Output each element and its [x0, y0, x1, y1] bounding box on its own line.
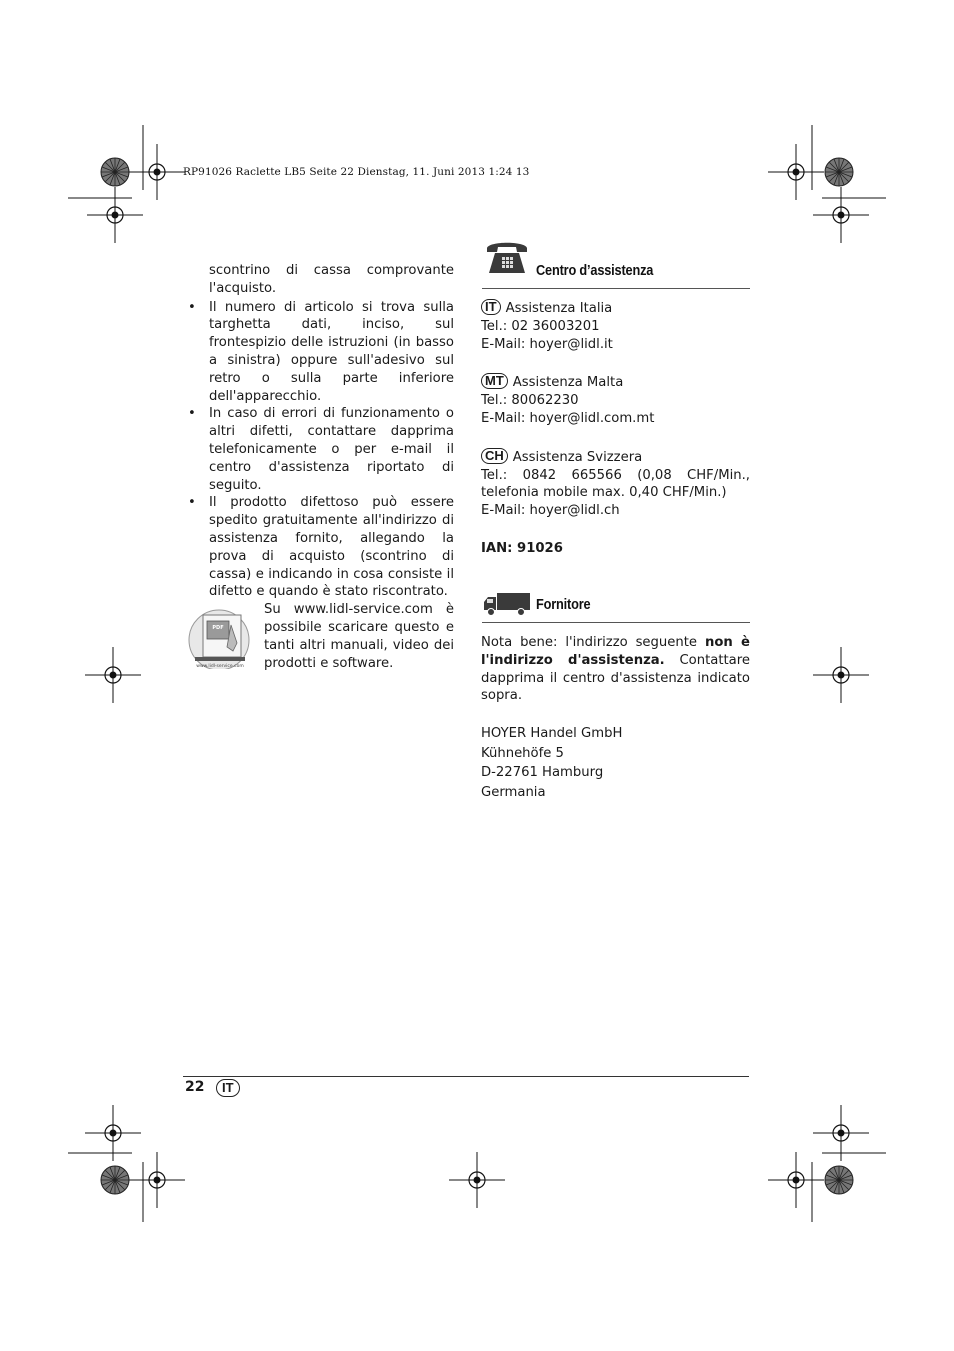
address-line: Kühnehöfe 5 — [481, 745, 564, 761]
page-number: 22 — [185, 1079, 205, 1095]
service-name: Assistenza Svizzera — [512, 449, 643, 465]
list-item — [183, 494, 454, 601]
lidl-service-download-icon — [185, 603, 255, 669]
service-entry-mt — [481, 373, 750, 427]
supplier-content — [481, 634, 750, 802]
download-text: Su www.lidl-service.com è possibile scaricare questo e tanti altri manuali, video dei prodotti e software. — [264, 602, 454, 671]
note-prefix: Nota bene: l'indirizzo seguente — [481, 635, 698, 650]
service-name: Assistenza Italia — [505, 301, 613, 316]
country-badge-it: IT — [481, 299, 501, 315]
address-line: D-22761 Hamburg — [481, 765, 604, 781]
language-badge: IT — [216, 1079, 240, 1097]
service-email: E-Mail: hoyer@lidl.ch — [481, 503, 620, 519]
address-line: HOYER Handel GmbH — [481, 726, 623, 742]
bullet-text: Il prodotto difettoso può essere spedito gratuitamente all'indirizzo di assistenza fornito, allegando la prova di acquisto (scontrino di cassa) e indicando in cosa consiste il difetto e quando è stato riscontrato. — [209, 495, 454, 600]
service-email: E-Mail: hoyer@lidl.com.mt — [481, 410, 655, 426]
address-line: Germania — [481, 784, 546, 800]
service-phone: Tel.: 0842 665566 (0,08 CHF/Min., telefonia mobile max. 0,40 CHF/Min.) — [481, 467, 750, 501]
icon-caption: www.lidl-service.com — [196, 664, 244, 670]
supplier-address — [481, 724, 750, 802]
service-title-rule — [482, 288, 750, 289]
service-phone: Tel.: 80062230 — [481, 393, 579, 409]
supplier-note — [481, 634, 750, 705]
note-suffix: Contattare dapprima il centro d'assistenza indicato sopra. — [481, 652, 750, 704]
list-item — [183, 405, 454, 494]
supplier-section-title: Fornitore — [536, 597, 591, 613]
service-entry-it — [481, 299, 750, 353]
bullet-text: In caso di errori di funzionamento o altri difetti, contattare dapprima telefonicamente o per e-mail il centro d'assistenza riportato di seguito. — [209, 406, 454, 493]
bullet-icon: • — [188, 406, 196, 422]
truck-icon — [483, 591, 531, 617]
telephone-icon — [483, 239, 531, 277]
list-item — [183, 299, 454, 406]
bullet-icon: • — [188, 495, 196, 511]
left-column — [183, 262, 454, 672]
download-block — [183, 601, 454, 672]
service-entries — [481, 299, 750, 558]
ian-number: IAN: 91026 — [481, 540, 563, 556]
country-badge-mt: MT — [481, 373, 508, 389]
service-email: E-Mail: hoyer@lidl.it — [481, 336, 613, 352]
bullet-icon: • — [188, 299, 196, 315]
bullet-text: Il numero di articolo si trova sulla targhetta dati, inciso, sul frontespizio delle istruzioni (in basso a sinistra) oppure sull'adesivo sul retro o sulla parte inferiore dell'apparecchio. — [209, 299, 454, 404]
print-header-line: RP91026 Raclette LB5 Seite 22 Dienstag, 11. Juni 2013 1:24 13 — [183, 166, 530, 178]
pdf-label: PDF — [212, 625, 224, 632]
service-phone: Tel.: 02 36003201 — [481, 318, 600, 334]
note-bold: non è l'indirizzo d'assistenza. — [481, 635, 750, 668]
country-badge-ch: CH — [481, 448, 508, 464]
service-entry-ch — [481, 448, 750, 520]
service-name: Assistenza Malta — [512, 375, 624, 391]
service-section-title: Centro d’assistenza — [536, 263, 654, 279]
footer-rule — [183, 1076, 749, 1077]
intro-text: scontrino di cassa comprovante l'acquisto. — [209, 263, 454, 296]
supplier-title-rule — [482, 622, 750, 623]
